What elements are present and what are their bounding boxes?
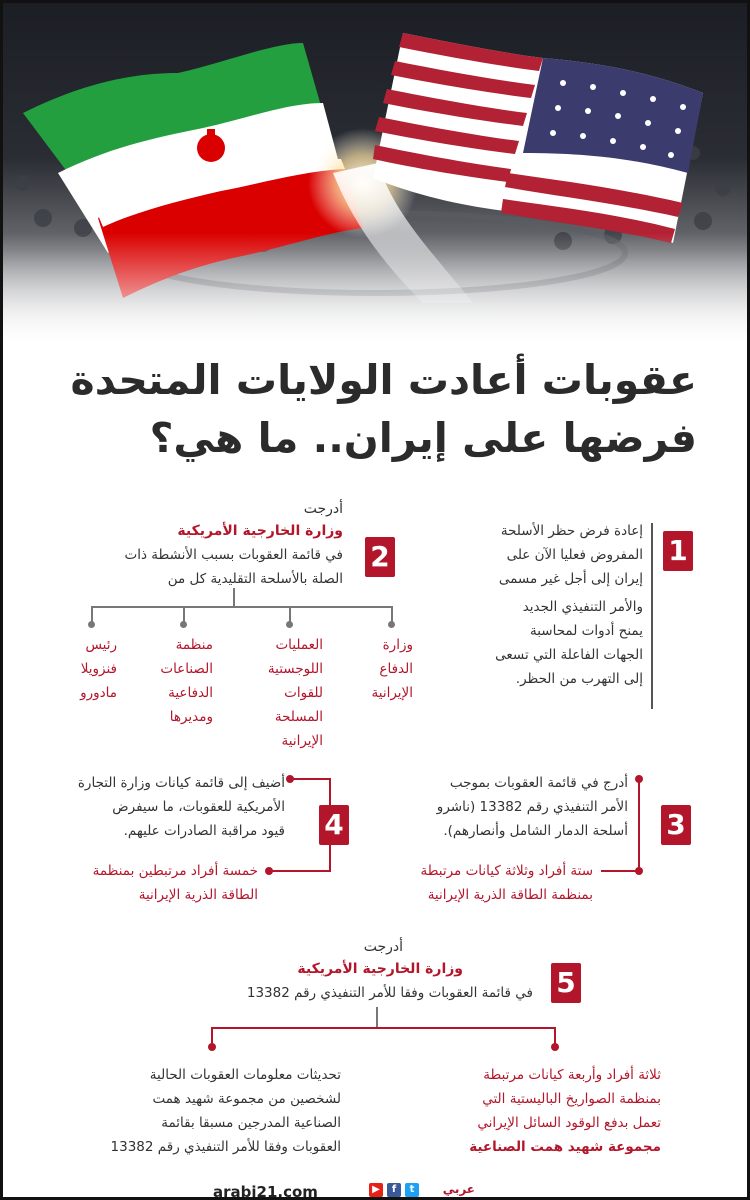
title-line-2: فرضها على إيران.. ما هي؟ xyxy=(149,414,697,462)
s5-line-bold: مجموعة شهيد همت الصناعية xyxy=(469,1139,661,1155)
s5-branch xyxy=(211,1027,556,1029)
s3-line: بمنظمة الطاقة الذرية الإيرانية xyxy=(427,887,593,903)
s1-line: إيران إلى أجل غير مسمى xyxy=(498,571,643,587)
s1-line: إلى التهرب من الحظر. xyxy=(515,671,643,687)
s2-desc-line: في قائمة العقوبات بسبب الأنشطة ذات xyxy=(124,547,343,563)
item-line: رئيس xyxy=(85,637,117,653)
s5-line: العقوبات وفقا للأمر التنفيذي رقم 13382 xyxy=(110,1139,341,1155)
s5-line: تعمل بدفع الوقود السائل الإيراني xyxy=(477,1115,661,1131)
s1-line: الجهات الفاعلة التي تسعى xyxy=(495,647,643,663)
s2-item-1 xyxy=(343,633,413,705)
s5-line: الصناعية المدرجين مسبقا بقائمة xyxy=(161,1115,341,1131)
item-line: العمليات xyxy=(275,637,323,653)
s5-dot-left xyxy=(208,1043,216,1051)
section-4-text-2 xyxy=(23,859,258,907)
branch-dot xyxy=(286,621,293,628)
section-2-pre: أدرجت xyxy=(303,501,343,517)
item-line: منظمة xyxy=(175,637,213,653)
section-2-dept: وزارة الخارجية الأمريكية xyxy=(177,523,343,539)
site-logo: عربي xyxy=(442,1182,475,1196)
section-3-number: 3 xyxy=(661,805,691,845)
s4-line: أضيف إلى قائمة كيانات وزارة التجارة xyxy=(77,775,285,791)
s4-dot-bottom xyxy=(265,867,273,875)
page-title xyxy=(37,351,697,467)
s5-line: ثلاثة أفراد وأربعة كيانات مرتبطة xyxy=(483,1067,661,1083)
item-line: الدفاع xyxy=(379,661,413,677)
item-line: مادورو xyxy=(80,685,117,701)
item-line: الإيرانية xyxy=(281,733,323,749)
item-line: المسلحة xyxy=(274,709,323,725)
item-line: الصناعات xyxy=(160,661,213,677)
item-line: الدفاعية xyxy=(168,685,213,701)
section-2-number: 2 xyxy=(365,537,395,577)
s1-line: والأمر التنفيذي الجديد xyxy=(522,599,643,615)
youtube-icon[interactable]: ▶ xyxy=(369,1183,383,1197)
s5-line: تحديثات معلومات العقوبات الحالية xyxy=(149,1067,341,1083)
item-line: للقوات xyxy=(284,685,323,701)
section-5-desc: في قائمة العقوبات وفقا للأمر التنفيذي رقم 13382 xyxy=(246,985,533,1001)
section-4-text-1 xyxy=(23,771,285,843)
section-5-dept: وزارة الخارجية الأمريكية xyxy=(297,961,463,977)
s4-line: خمسة أفراد مرتبطين بمنظمة xyxy=(92,863,258,879)
s3-line: ستة أفراد وثلاثة كيانات مرتبطة xyxy=(420,863,593,879)
section-3-text-1 xyxy=(383,771,628,843)
item-line: اللوجستية xyxy=(267,661,323,677)
s4-line: قيود مراقبة الصادرات عليهم. xyxy=(123,823,285,839)
section-5-right xyxy=(413,1063,661,1159)
s2-desc-line: الصلة بالأسلحة التقليدية كل من xyxy=(167,571,343,587)
facebook-icon[interactable]: f xyxy=(387,1183,401,1197)
section-2-branch xyxy=(91,606,393,608)
s4-connector-h-top xyxy=(291,778,331,780)
section-1-divider xyxy=(651,523,653,709)
s5-stem xyxy=(376,1007,378,1029)
s3-line: أسلحة الدمار الشامل وأنصارهم). xyxy=(443,823,628,839)
item-line: وزارة xyxy=(382,637,413,653)
s3-line: أدرج في قائمة العقوبات بموجب xyxy=(449,775,628,791)
section-1-number: 1 xyxy=(663,531,693,571)
s5-dot-right xyxy=(551,1043,559,1051)
s1-line: إعادة فرض حظر الأسلحة xyxy=(500,523,643,539)
item-line: فنزويلا xyxy=(80,661,117,677)
section-5-pre: أدرجت xyxy=(363,939,403,955)
hero-fade xyxy=(3,233,747,348)
section-4-number: 4 xyxy=(319,805,349,845)
section-1-text-2 xyxy=(443,595,643,691)
site-url[interactable]: arabi21.com xyxy=(213,1183,318,1200)
item-line: الإيرانية xyxy=(371,685,413,701)
s2-item-3 xyxy=(133,633,213,729)
s2-item-2 xyxy=(233,633,323,753)
section-3-text-2 xyxy=(383,859,593,907)
twitter-icon[interactable]: t xyxy=(405,1183,419,1197)
s3-connector-h xyxy=(601,870,639,872)
s4-connector-h xyxy=(271,870,331,872)
s1-line: يمنح أدوات لمحاسبة xyxy=(529,623,643,639)
section-2-stem xyxy=(233,588,235,608)
s4-line: الأمريكية للعقوبات، ما سيفرض xyxy=(112,799,285,815)
branch-dot xyxy=(88,621,95,628)
s4-line: الطاقة الذرية الإيرانية xyxy=(138,887,258,903)
branch-dot xyxy=(180,621,187,628)
title-line-1: عقوبات أعادت الولايات المتحدة xyxy=(70,356,697,404)
hero-image xyxy=(3,3,747,348)
s2-item-4 xyxy=(53,633,117,705)
s1-line: المفروض فعليا الآن على xyxy=(506,547,643,563)
section-5-number: 5 xyxy=(551,963,581,1003)
section-1-text-1 xyxy=(443,519,643,591)
s5-line: لشخصين من مجموعة شهيد همت xyxy=(152,1091,341,1107)
branch-dot xyxy=(388,621,395,628)
item-line: ومديرها xyxy=(169,709,213,725)
s5-line: بمنظمة الصواريخ الباليستية التي xyxy=(482,1091,661,1107)
s3-connector xyxy=(638,779,640,871)
section-5-left xyxy=(63,1063,341,1159)
section-2-desc xyxy=(63,543,343,591)
s3-line: الأمر التنفيذي رقم 13382 (ناشرو xyxy=(436,799,628,815)
